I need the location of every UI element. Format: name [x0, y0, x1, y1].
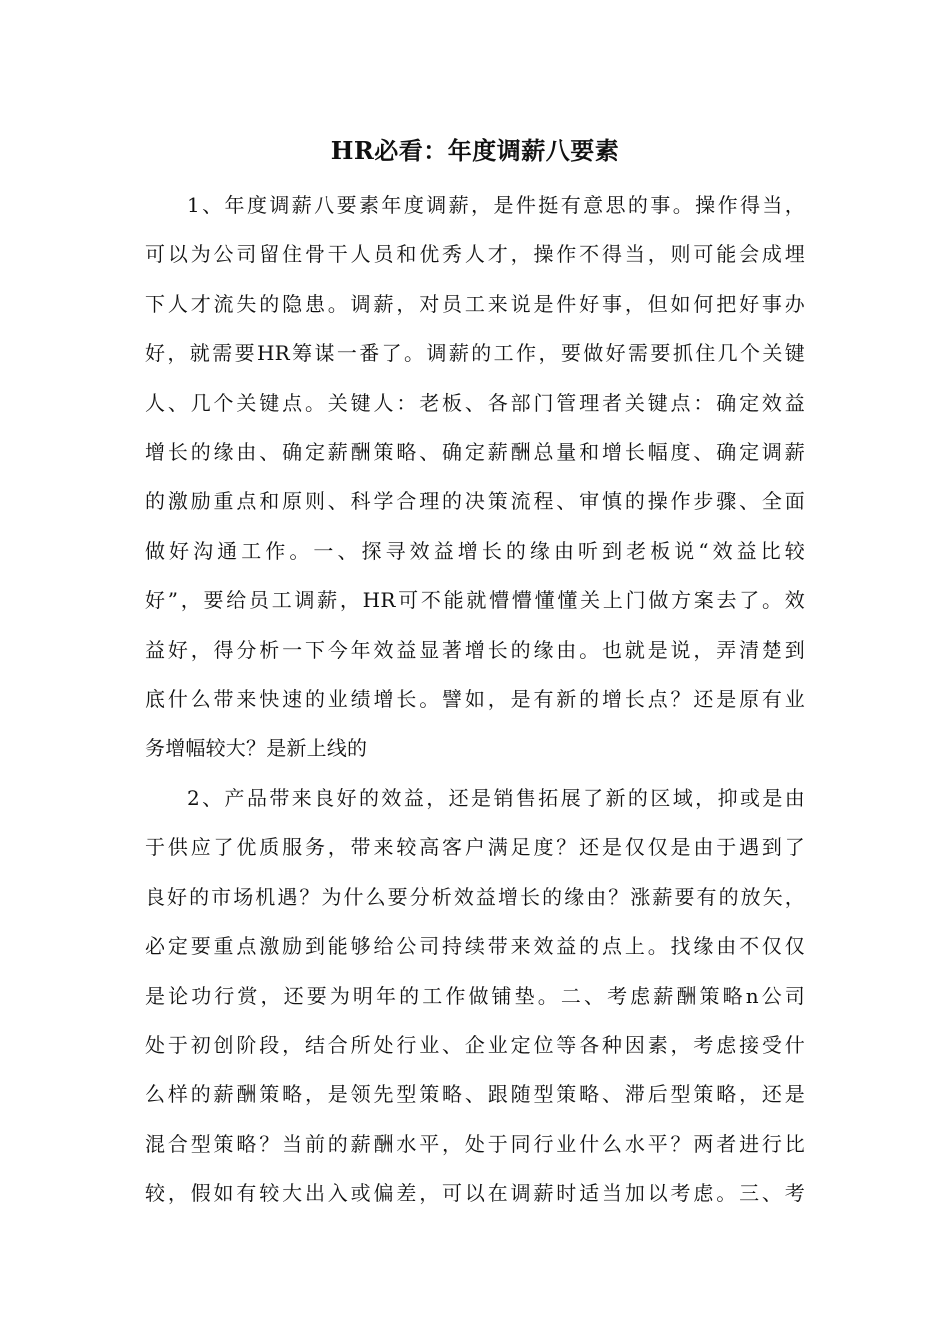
text-line: 底什么带来快速的业绩增长。譬如，是有新的增长点？还是原有业 — [145, 687, 805, 712]
text-line: 好”，要给员工调薪，HR可不能就懵懵懂懂关上门做方案去了。效 — [145, 588, 805, 613]
text-line: 处于初创阶段，结合所处行业、企业定位等各种因素，考虑接受什 — [145, 1032, 805, 1057]
text-line: 混合型策略？当前的薪酬水平，处于同行业什么水平？两者进行比 — [145, 1131, 805, 1156]
text-line: 的激励重点和原则、科学合理的决策流程、审慎的操作步骤、全面 — [145, 489, 805, 514]
paragraph-2 — [145, 774, 805, 1219]
text-line: 好，就需要HR筹谋一番了。调薪的工作，要做好需要抓住几个关键 — [145, 341, 805, 366]
paragraph-1 — [145, 181, 805, 774]
text-line: 2、产品带来良好的效益，还是销售拓展了新的区域，抑或是由 — [187, 785, 805, 810]
text-line: 是论功行赏，还要为明年的工作做铺垫。二、考虑薪酬策略n公司 — [145, 983, 805, 1008]
text-line: 人、几个关键点。关键人：老板、各部门管理者关键点：确定效益 — [145, 390, 805, 415]
text-line: 增长的缘由、确定薪酬策略、确定薪酬总量和增长幅度、确定调薪 — [145, 440, 805, 465]
text-line: 益好，得分析一下今年效益显著增长的缘由。也就是说，弄清楚到 — [145, 637, 805, 662]
text-line: 可以为公司留住骨干人员和优秀人才，操作不得当，则可能会成埋 — [145, 242, 805, 267]
text-line: 务增幅较大？是新上线的 — [145, 736, 368, 761]
document-body — [145, 181, 805, 1219]
document-title: HR必看：年度调薪八要素 — [330, 136, 620, 165]
text-line: 于供应了优质服务，带来较高客户满足度？还是仅仅是由于遇到了 — [145, 835, 805, 860]
text-line: 必定要重点激励到能够给公司持续带来效益的点上。找缘由不仅仅 — [145, 934, 805, 959]
text-line: 下人才流失的隐患。调薪，对员工来说是件好事，但如何把好事办 — [145, 291, 805, 316]
text-line: 1、年度调薪八要素年度调薪，是件挺有意思的事。操作得当， — [187, 193, 805, 217]
text-line: 良好的市场机遇？为什么要分析效益增长的缘由？涨薪要有的放矢， — [145, 884, 805, 909]
text-line: 做好沟通工作。一、探寻效益增长的缘由听到老板说“效益比较 — [145, 538, 805, 563]
text-line: 较，假如有较大出入或偏差，可以在调薪时适当加以考虑。三、考 — [145, 1181, 805, 1206]
text-line: 么样的薪酬策略，是领先型策略、跟随型策略、滞后型策略，还是 — [145, 1082, 805, 1107]
